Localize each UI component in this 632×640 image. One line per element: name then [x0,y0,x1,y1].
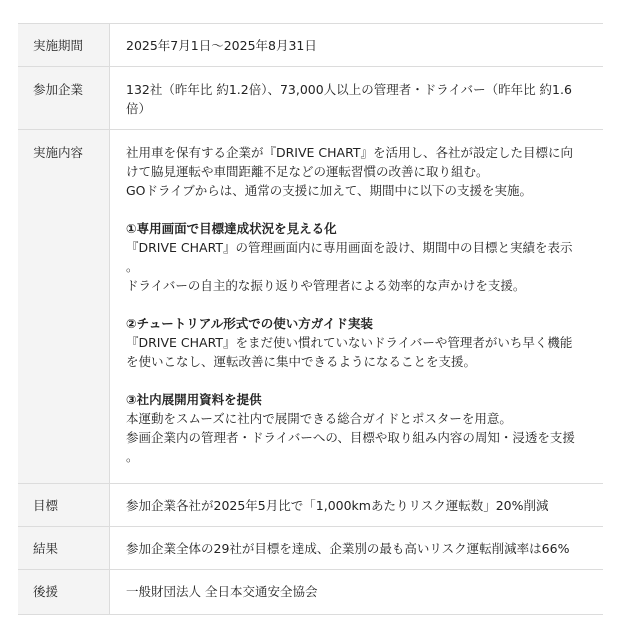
text-line: 本運動をスムーズに社内で展開できる総合ガイドとポスターを用意。 [126,411,512,426]
row-label: 実施期間 [18,24,110,66]
row-label: 目標 [18,484,110,526]
table-row-activities [18,130,603,484]
text-line: 参加企業全体の29社が目標を達成、企業別の最も高いリスク運転削減率は66% [126,541,570,556]
text-line: 。 [126,449,139,464]
table-row-goal [18,484,603,527]
spacer [126,200,593,219]
spacer [126,371,593,390]
text-line: 倍） [126,101,152,116]
text-line: けて脇見運転や車間距離不足などの運転習慣の改善に取り組む。 [126,164,489,179]
text-line: GOドライブからは、通常の支援に加えて、期間中に以下の支援を実施。 [126,183,533,198]
row-value [110,484,603,526]
row-label: 結果 [18,527,110,569]
table-row-period [18,24,603,67]
text-line: 参画企業内の管理者・ドライバーへの、目標や取り組み内容の周知・浸透を支援 [126,430,575,445]
text-line: 一般財団法人 全日本交通安全協会 [126,584,318,599]
row-label: 実施内容 [18,130,110,483]
table-row-participants [18,67,603,130]
section-heading: ③社内展開用資料を提供 [126,392,262,407]
text-line: 2025年7月1日～2025年8月31日 [126,38,317,53]
row-label: 参加企業 [18,67,110,129]
text-line: 『DRIVE CHART』をまだ使い慣れていないドライバーや管理者がいち早く機能 [126,335,573,350]
text-line: 『DRIVE CHART』の管理画面内に専用画面を設け、期間中の目標と実績を表示 [126,240,573,255]
row-value [110,527,603,569]
text-line: ドライバーの自主的な振り返りや管理者による効率的な声かけを支援。 [126,278,526,293]
overview-table [18,23,603,615]
text-line: 社用車を保有する企業が『DRIVE CHART』を活用し、各社が設定した目標に向 [126,145,574,160]
spacer [126,295,593,314]
row-value [110,24,603,66]
table-row-result [18,527,603,570]
row-value [110,570,603,614]
row-value [110,67,603,129]
text-line: 参加企業各社が2025年5月比で「1,000kmあたりリスク運転数」20%削減 [126,498,549,513]
row-label: 後援 [18,570,110,614]
section-heading: ①専用画面で目標達成状況を見える化 [126,221,337,236]
row-value [110,130,603,483]
section-heading: ②チュートリアル形式での使い方ガイド実装 [126,316,373,331]
text-line: を使いこなし、運転改善に集中できるようになることを支援。 [126,354,477,369]
text-line: 132社（昨年比 約1.2倍）、73,000人以上の管理者・ドライバー（昨年比 約1.6 [126,82,572,97]
text-line: 。 [126,259,139,274]
table-row-sponsor [18,570,603,615]
